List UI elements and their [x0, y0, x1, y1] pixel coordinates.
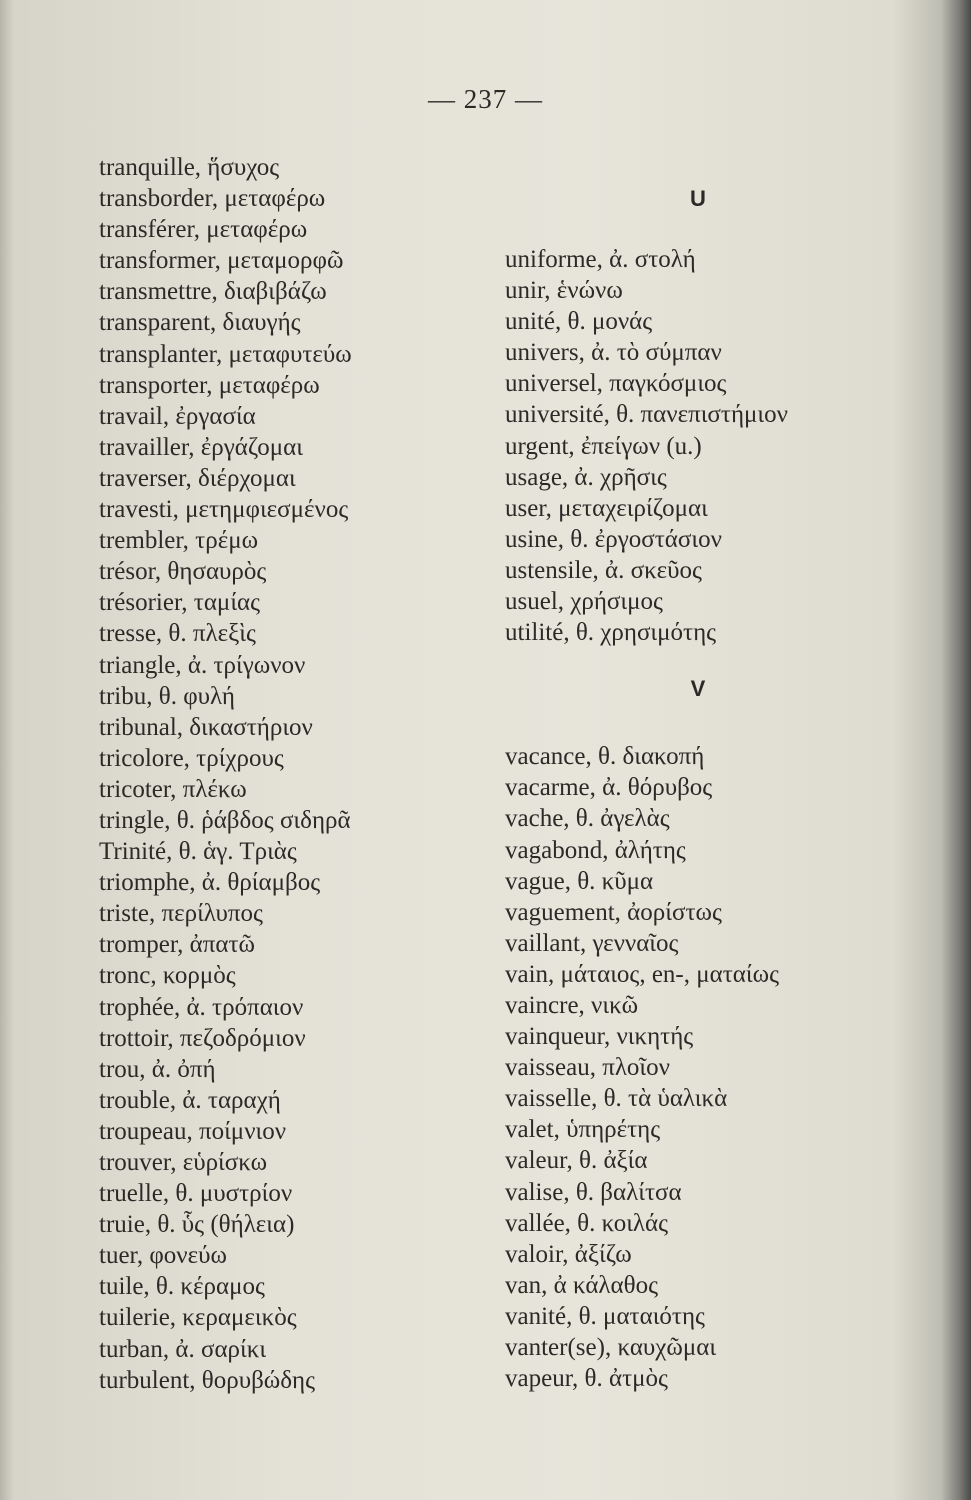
dictionary-entry: unir, ἑνώνω: [505, 277, 623, 305]
dictionary-entry: transmettre, διαβιβάζω: [99, 278, 327, 306]
dictionary-entry: tricolore, τρίχρους: [99, 744, 284, 772]
dictionary-entry: turban, ἀ. σαρίκι: [99, 1335, 267, 1363]
dictionary-entry: ustensile, ἀ. σκεῦος: [505, 556, 702, 584]
dictionary-entry: valeur, θ. ἀξία: [505, 1147, 648, 1175]
dictionary-entry: trottoir, πεζοδρόμιον: [99, 1024, 306, 1052]
dictionary-entry: tranquille, ἥσυχος: [99, 154, 280, 181]
dictionary-entry: troupeau, ποίμνιον: [99, 1117, 287, 1145]
dictionary-entry: transborder, μεταφέρω: [99, 185, 326, 213]
page-left-shadow: [0, 0, 14, 1500]
dictionary-entry: turbulent, θορυβώδης: [99, 1366, 316, 1394]
dictionary-entry: trembler, τρέμω: [99, 527, 259, 555]
dictionary-entry: usage, ἀ. χρῆσις: [505, 463, 667, 491]
page-right-shadow: [941, 0, 971, 1500]
dictionary-entry: travesti, μετημφιεσμένος: [99, 496, 349, 524]
dictionary-entry: trou, ἀ. ὀπή: [99, 1055, 216, 1083]
dictionary-entry: utilité, θ. χρησιμότης: [505, 619, 717, 647]
dictionary-entry: tromper, ἀπατῶ: [99, 931, 255, 959]
section-heading-u: U: [690, 186, 706, 211]
dictionary-entry: tuilerie, κεραμεικὸς: [99, 1304, 297, 1332]
dictionary-entry: usuel, χρήσιμος: [505, 588, 663, 616]
dictionary-entry: triomphe, ἀ. θρίαμβος: [99, 869, 321, 897]
dictionary-entry: vaincre, νικῶ: [505, 991, 639, 1019]
dictionary-entry: tribunal, δικαστήριον: [99, 713, 313, 741]
dictionary-entry: van, ἀ κάλαθος: [505, 1271, 659, 1299]
dictionary-entry: vallée, θ. κοιλάς: [505, 1209, 669, 1237]
dictionary-entry: tricoter, πλέκω: [99, 775, 247, 803]
dictionary-entry: vaisseau, πλοῖον: [505, 1054, 670, 1082]
dictionary-entry: triangle, ἀ. τρίγωνον: [99, 651, 306, 679]
dictionary-entry: urgent, ἐπείγων (u.): [505, 432, 702, 460]
dictionary-entry: trouble, ἀ. ταραχή: [99, 1086, 281, 1114]
dictionary-entry: transplanter, μεταφυτεύω: [99, 340, 352, 368]
dictionary-entry: vanter(se), καυχῶμαι: [505, 1334, 717, 1361]
dictionary-entry: universel, παγκόσμιος: [505, 370, 727, 398]
dictionary-entry: unité, θ. μονάς: [505, 308, 653, 336]
left-column: [99, 152, 352, 1396]
dictionary-entry: vapeur, θ. ἀτμὸς: [505, 1365, 668, 1393]
dictionary-entry: tuile, θ. κέραμος: [99, 1273, 265, 1301]
dictionary-entry: vaisselle, θ. τὰ ὑαλικὰ: [505, 1085, 728, 1113]
dictionary-entry: Trinité, θ. ἁγ. Τριὰς: [99, 838, 297, 866]
dictionary-entry: vague, θ. κῦμα: [505, 867, 654, 895]
dictionary-entry: user, μεταχειρίζομαι: [505, 494, 708, 522]
dictionary-entry: transparent, διαυγής: [99, 309, 301, 337]
dictionary-entry: vain, μάταιος, en-, ματαίως: [505, 960, 779, 988]
right-column: [505, 182, 893, 1394]
dictionary-entry: trésorier, ταμίας: [99, 589, 261, 617]
dictionary-entry: uniforme, ἀ. στολή: [505, 246, 696, 273]
dictionary-entry: trouver, εὑρίσκω: [99, 1149, 268, 1176]
dictionary-entry: tuer, φονεύω: [99, 1242, 227, 1270]
page-number: — 237 —: [428, 84, 543, 114]
dictionary-entry: transformer, μεταμορφῶ: [99, 247, 344, 275]
dictionary-entry: univers, ἀ. τὸ σύμπαν: [505, 339, 722, 367]
dictionary-entry: transporter, μεταφέρω: [99, 371, 320, 399]
dictionary-entry: vaguement, ἀορίστως: [505, 898, 722, 926]
dictionary-entry: vagabond, ἀλήτης: [505, 836, 686, 864]
dictionary-entry: tringle, θ. ῥάβδος σιδηρᾶ: [99, 806, 351, 834]
dictionary-entry: tresse, θ. πλεξὶς: [99, 620, 256, 648]
dictionary-entry: valet, ὑπηρέτης: [505, 1116, 661, 1144]
dictionary-entry: transférer, μεταφέρω: [99, 216, 308, 244]
dictionary-entry: valoir, ἀξίζω: [505, 1240, 632, 1268]
dictionary-entry: vacance, θ. διακοπή: [505, 743, 705, 771]
dictionary-entry: tronc, κορμὸς: [99, 962, 236, 990]
dictionary-entry: valise, θ. βαλίτσα: [505, 1178, 682, 1206]
dictionary-entry: usine, θ. ἐργοστάσιον: [505, 525, 722, 553]
dictionary-entry: tribu, θ. φυλή: [99, 682, 235, 710]
dictionary-entry: vaillant, γενναῖος: [505, 929, 679, 957]
dictionary-entry: trésor, θησαυρὸς: [99, 558, 267, 586]
dictionary-entry: truie, θ. ὗς (θήλεια): [99, 1211, 295, 1239]
dictionary-entry: truelle, θ. μυστρίον: [99, 1180, 293, 1208]
dictionary-entry: travailler, ἐργάζομαι: [99, 433, 303, 461]
dictionary-entry: vache, θ. ἀγελὰς: [505, 805, 670, 833]
dictionary-entry: traverser, διέρχομαι: [99, 464, 296, 492]
dictionary-entry: université, θ. πανεπιστήμιον: [505, 401, 788, 429]
dictionary-entry: triste, περίλυπος: [99, 900, 263, 928]
dictionary-entry: vanité, θ. ματαιότης: [505, 1302, 705, 1330]
dictionary-entry: trophée, ἀ. τρόπαιον: [99, 993, 304, 1021]
dictionary-entry: vainqueur, νικητής: [505, 1023, 694, 1051]
dictionary-entry: travail, ἐργασία: [99, 402, 256, 430]
section-heading-v: V: [690, 676, 706, 702]
dictionary-entry: vacarme, ἀ. θόρυβος: [505, 774, 713, 802]
